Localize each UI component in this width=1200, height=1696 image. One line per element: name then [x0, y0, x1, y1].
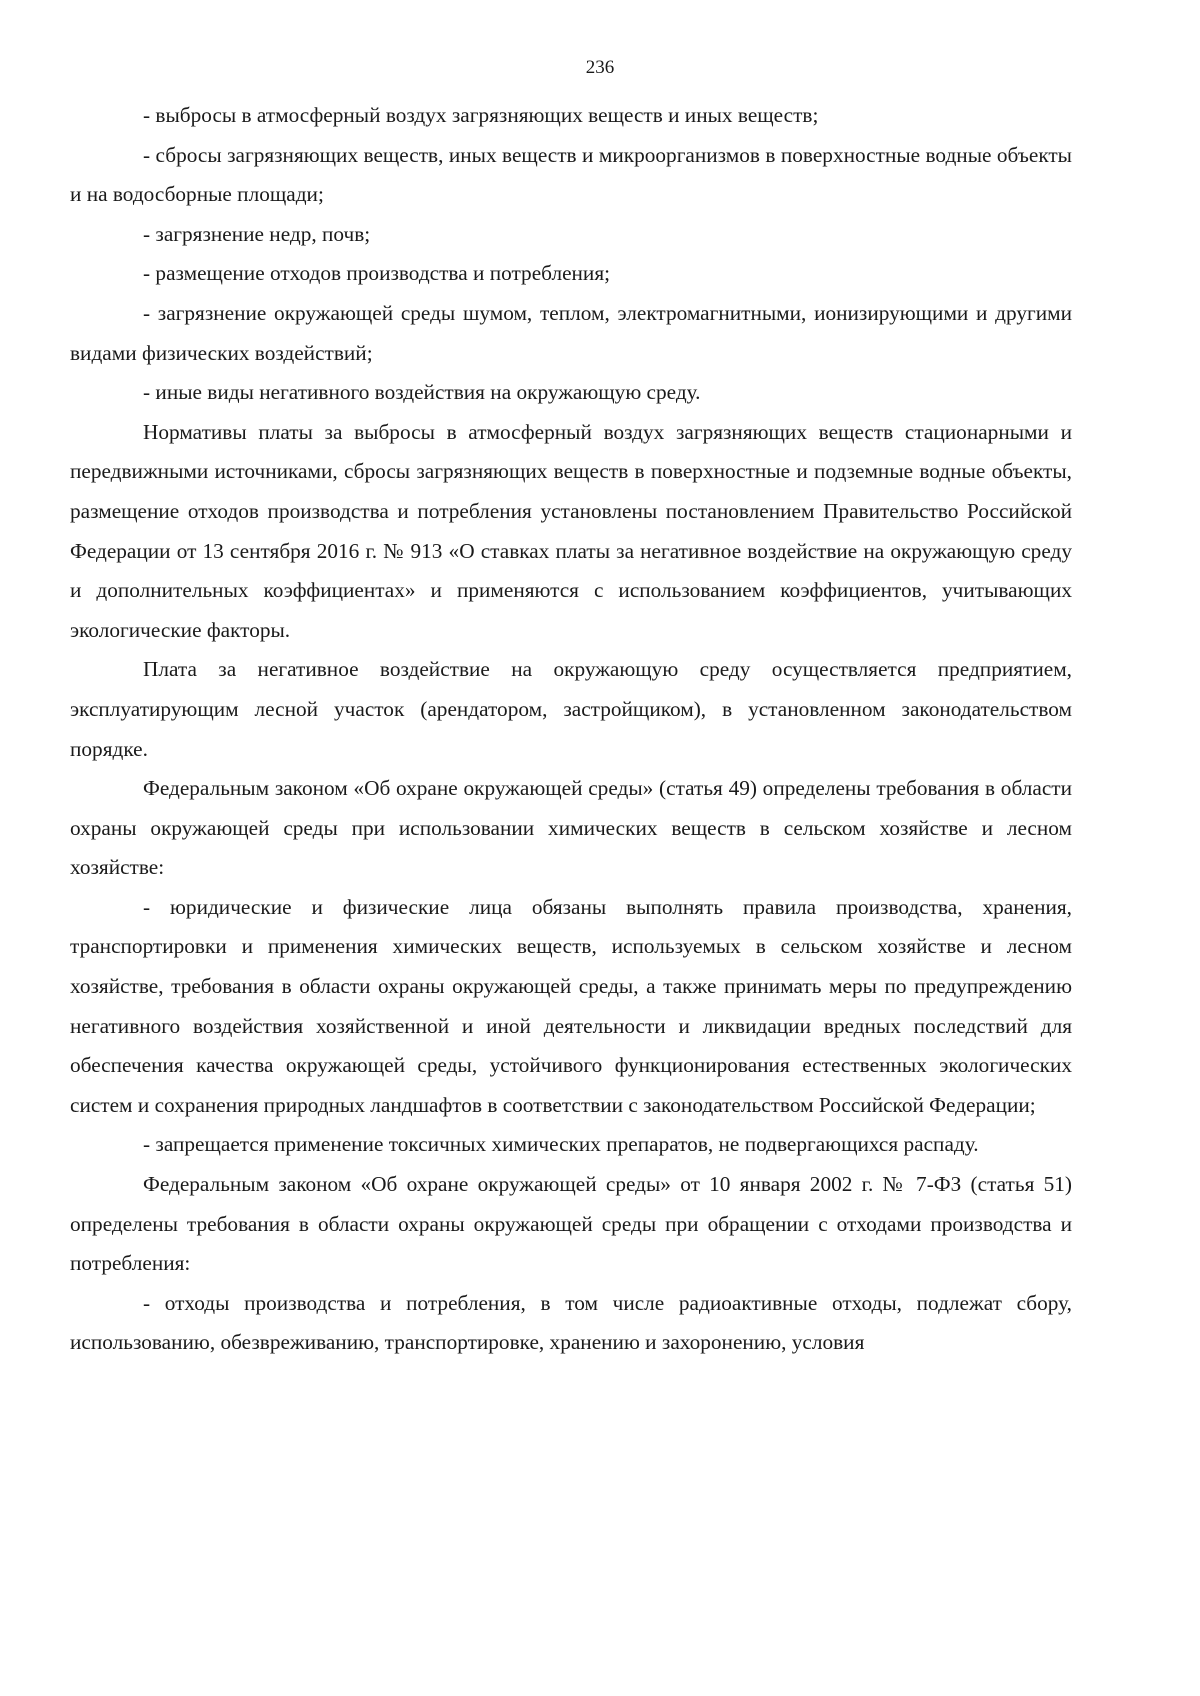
- paragraph: Федеральным законом «Об охране окружающей среды» (статья 49) определены требования в области охраны окружающей среды при использовании химических веществ в сельском хозяйстве и лесном хозяйстве:: [70, 776, 1072, 880]
- paragraph: Федеральным законом «Об охране окружающей среды» от 10 января 2002 г. № 7-ФЗ (статья 51) определены требования в области охраны окружающей среды при обращении с отходами производства и потребления:: [70, 1172, 1072, 1276]
- paragraph: - сбросы загрязняющих веществ, иных веществ и микроорганизмов в поверхностные водные объекты и на водосборные площади;: [70, 142, 1072, 207]
- paragraph: - юридические и физические лица обязаны выполнять правила производства, хранения, транспортировки и применения химических веществ, используемых в сельском хозяйстве и лесном хозяйстве, требования в области охраны окружающей среды, а также принимать меры по предупреждению негативного воздействия хозяйственной и иной деятельности и ликвидации вредных последствий для обеспечения качества окружающей среды, устойчивого функционирования естественных экологических систем и сохранения природных ландшафтов в соответствии с законодательством Российской Федерации;: [70, 894, 1072, 1117]
- paragraph: - иные виды негативного воздействия на окружающую среду.: [143, 380, 701, 405]
- body-text: [70, 96, 1072, 1363]
- paragraph: - выбросы в атмосферный воздух загрязняющих веществ и иных веществ;: [143, 103, 819, 127]
- paragraph: - запрещается применение токсичных химических препаратов, не подвергающихся распаду.: [143, 1132, 979, 1157]
- paragraph: Плата за негативное воздействие на окружающую среду осуществляется предприятием, эксплуатирующим лесной участок (арендатором, застройщиком), в установленном законодательством порядке.: [70, 657, 1072, 761]
- paragraph: - размещение отходов производства и потребления;: [143, 261, 611, 286]
- page-number: 236: [585, 57, 615, 78]
- paragraph: - отходы производства и потребления, в том числе радиоактивные отходы, подлежат сбору, использованию, обезвреживанию, транспортировке, хранению и захоронению, условия: [70, 1290, 1072, 1355]
- paragraph: - загрязнение недр, почв;: [143, 221, 371, 246]
- paragraph: - загрязнение окружающей среды шумом, теплом, электромагнитными, ионизирующими и другими видами физических воздействий;: [70, 300, 1072, 365]
- paragraph: Нормативы платы за выбросы в атмосферный воздух загрязняющих веществ стационарными и передвижными источниками, сбросы загрязняющих веществ в поверхностные и подземные водные объекты, размещение отходов производства и потребления установлены постановлением Правительство Российской Федерации от 13 сентября 2016 г. № 913 «О ставках платы за негативное воздействие на окружающую среду и дополнительных коэффициентах» и применяются с использованием коэффициентов, учитывающих экологические факторы.: [70, 419, 1072, 642]
